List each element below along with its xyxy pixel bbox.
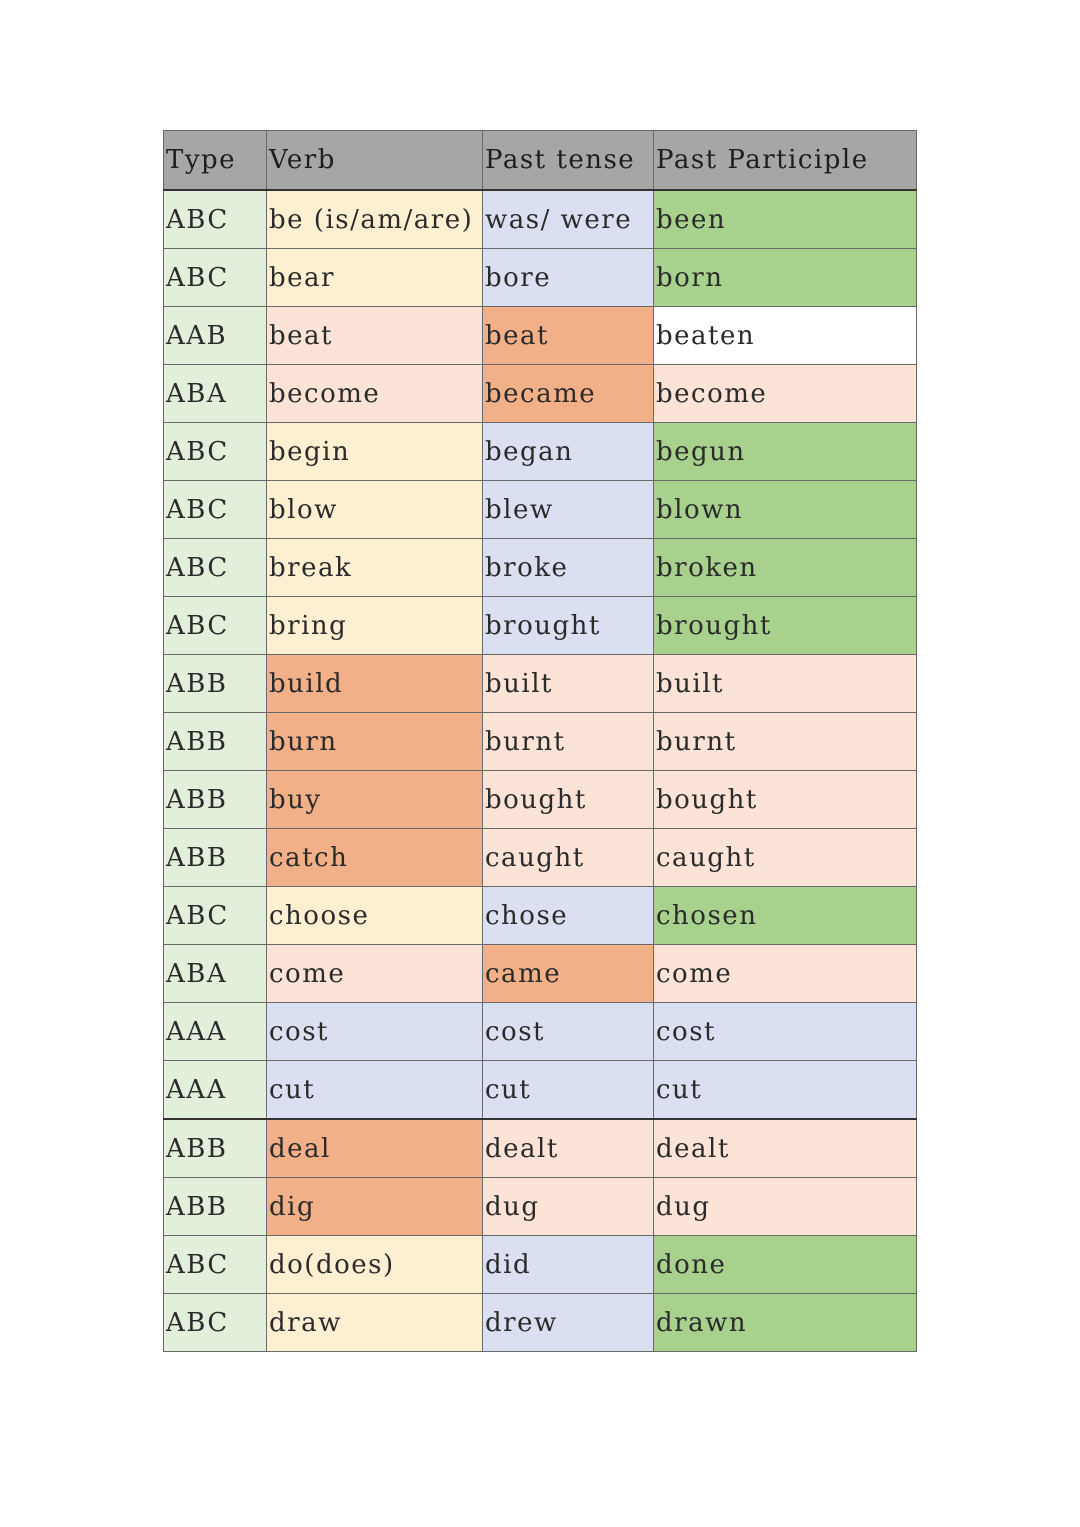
past-tense-cell: dug [483,1178,654,1236]
header-past-participle: Past Participle [654,131,917,191]
irregular-verbs-table [163,130,917,1352]
type-cell: ABB [164,1119,267,1178]
table-row [164,887,917,945]
past-participle-cell: dealt [654,1119,917,1178]
verb-cell: dig [267,1178,483,1236]
verb-cell: become [267,365,483,423]
past-tense-cell: beat [483,307,654,365]
table-row [164,190,917,249]
past-participle-cell: been [654,190,917,249]
past-participle-cell: become [654,365,917,423]
verb-cell: beat [267,307,483,365]
type-cell: ABC [164,1236,267,1294]
past-tense-cell: came [483,945,654,1003]
past-participle-cell: caught [654,829,917,887]
past-participle-cell: born [654,249,917,307]
type-cell: ABB [164,655,267,713]
type-cell: ABB [164,713,267,771]
verb-cell: catch [267,829,483,887]
table-row [164,249,917,307]
verb-cell: do(does) [267,1236,483,1294]
verb-cell: break [267,539,483,597]
type-cell: AAA [164,1003,267,1061]
table-row [164,655,917,713]
past-tense-cell: dealt [483,1119,654,1178]
type-cell: ABA [164,945,267,1003]
verb-cell: cut [267,1061,483,1120]
verb-cell: bring [267,597,483,655]
type-cell: ABB [164,1178,267,1236]
past-tense-cell: broke [483,539,654,597]
verb-cell: begin [267,423,483,481]
past-participle-cell: burnt [654,713,917,771]
past-participle-cell: blown [654,481,917,539]
past-tense-cell: bought [483,771,654,829]
past-participle-cell: broken [654,539,917,597]
table-row [164,713,917,771]
table-row [164,1236,917,1294]
past-participle-cell: cut [654,1061,917,1120]
past-tense-cell: became [483,365,654,423]
type-cell: ABC [164,597,267,655]
type-cell: ABC [164,481,267,539]
table-row [164,829,917,887]
header-verb: Verb [267,131,483,191]
type-cell: ABB [164,771,267,829]
past-participle-cell: chosen [654,887,917,945]
table-row [164,539,917,597]
past-tense-cell: drew [483,1294,654,1352]
verb-cell: blow [267,481,483,539]
past-participle-cell: cost [654,1003,917,1061]
verb-cell: deal [267,1119,483,1178]
table-row [164,1061,917,1120]
past-tense-cell: built [483,655,654,713]
past-participle-cell: begun [654,423,917,481]
verb-cell: draw [267,1294,483,1352]
past-tense-cell: burnt [483,713,654,771]
type-cell: ABC [164,249,267,307]
verb-cell: come [267,945,483,1003]
table-body [164,190,917,1352]
verb-cell: be (is/am/are) [267,190,483,249]
past-tense-cell: brought [483,597,654,655]
header-past-tense: Past tense [483,131,654,191]
verb-cell: burn [267,713,483,771]
past-participle-cell: bought [654,771,917,829]
table-row [164,597,917,655]
past-tense-cell: was/ were [483,190,654,249]
past-tense-cell: blew [483,481,654,539]
table-row [164,307,917,365]
type-cell: AAB [164,307,267,365]
type-cell: ABC [164,423,267,481]
verb-cell: choose [267,887,483,945]
verb-cell: cost [267,1003,483,1061]
type-cell: ABC [164,887,267,945]
past-tense-cell: cost [483,1003,654,1061]
past-tense-cell: did [483,1236,654,1294]
table-row [164,1294,917,1352]
table-row [164,945,917,1003]
verb-cell: bear [267,249,483,307]
type-cell: AAA [164,1061,267,1120]
past-participle-cell: built [654,655,917,713]
table-row [164,1178,917,1236]
past-tense-cell: caught [483,829,654,887]
past-participle-cell: done [654,1236,917,1294]
type-cell: ABB [164,829,267,887]
past-participle-cell: drawn [654,1294,917,1352]
table-row [164,481,917,539]
table-row [164,1119,917,1178]
past-participle-cell: beaten [654,307,917,365]
type-cell: ABC [164,1294,267,1352]
past-tense-cell: began [483,423,654,481]
past-participle-cell: dug [654,1178,917,1236]
verb-cell: buy [267,771,483,829]
table-row [164,771,917,829]
table-row [164,365,917,423]
past-tense-cell: chose [483,887,654,945]
header-type: Type [164,131,267,191]
table-row [164,1003,917,1061]
past-tense-cell: bore [483,249,654,307]
type-cell: ABC [164,539,267,597]
past-tense-cell: cut [483,1061,654,1120]
table-row [164,423,917,481]
past-participle-cell: come [654,945,917,1003]
type-cell: ABC [164,190,267,249]
type-cell: ABA [164,365,267,423]
table-header [164,131,917,191]
verb-cell: build [267,655,483,713]
past-participle-cell: brought [654,597,917,655]
header-row [164,131,917,191]
